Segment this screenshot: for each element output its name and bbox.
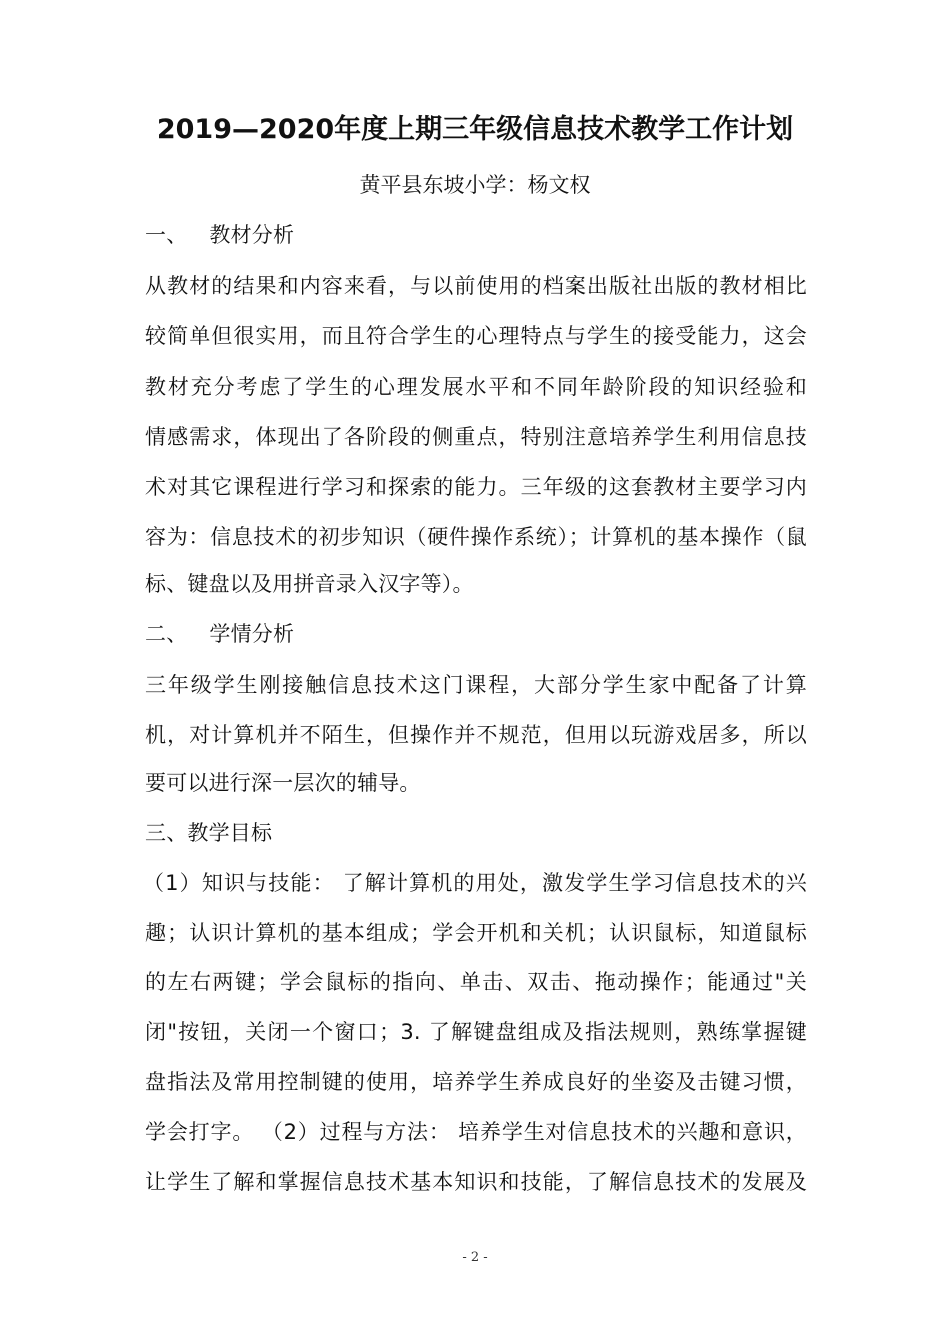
section-title: 学情分析 [209, 622, 295, 646]
paragraph-line: 标、键盘以及用拼音录入汉字等）。 [145, 572, 474, 596]
section-heading-2 [145, 618, 294, 650]
paragraph-line: 教材充分考虑了学生的心理发展水平和不同年龄阶段的知识经验和 [145, 375, 807, 399]
section-title: 教材分析 [209, 223, 295, 247]
paragraph-line: 趣；认识计算机的基本组成；学会开机和关机；认识鼠标，知道鼠标 [145, 921, 807, 945]
paragraph-line: 容为：信息技术的初步知识（硬件操作系统）；计算机的基本操作（鼠 [145, 525, 807, 549]
paragraph-line: 的左右两键；学会鼠标的指向、单击、双击、拖动操作；能通过"关 [145, 970, 807, 994]
author-line: 黄平县东坡小学：杨文权 [359, 173, 591, 197]
paragraph-line: 让学生了解和掌握信息技术基本知识和技能，了解信息技术的发展及 [145, 1170, 807, 1194]
section-number: 一、 [145, 223, 188, 247]
page-number: - 2 - [462, 1250, 488, 1265]
page-title: 2019—2020年度上期三年级信息技术教学工作计划 [156, 114, 794, 145]
section-heading-1 [145, 219, 294, 251]
section-heading-3: 三、教学目标 [145, 821, 273, 845]
paragraph-line: 术对其它课程进行学习和探索的能力。三年级的这套教材主要学习内 [145, 475, 807, 499]
paragraph-line: 要可以进行深一层次的辅导。 [145, 771, 421, 795]
paragraph-line: 较简单但很实用，而且符合学生的心理特点与学生的接受能力，这会 [145, 324, 807, 348]
paragraph-line: 学会打字。 （2）过程与方法： 培养学生对信息技术的兴趣和意识， [145, 1120, 807, 1144]
paragraph-line: 盘指法及常用控制键的使用，培养学生养成良好的坐姿及击键习惯， [145, 1070, 807, 1094]
paragraph-line: 机，对计算机并不陌生，但操作并不规范，但用以玩游戏居多，所以 [145, 723, 807, 747]
paragraph-line: 三年级学生刚接触信息技术这门课程，大部分学生家中配备了计算 [145, 673, 807, 697]
section-number: 二、 [145, 622, 188, 646]
paragraph-line: 从教材的结果和内容来看，与以前使用的档案出版社出版的教材相比 [145, 274, 807, 298]
paragraph-line: 闭"按钮，关闭一个窗口；3. 了解键盘组成及指法规则，熟练掌握键 [145, 1020, 807, 1044]
paragraph-line: 情感需求，体现出了各阶段的侧重点，特别注意培养学生利用信息技 [145, 425, 807, 449]
paragraph-line: （1）知识与技能： 了解计算机的用处，激发学生学习信息技术的兴 [143, 871, 807, 895]
